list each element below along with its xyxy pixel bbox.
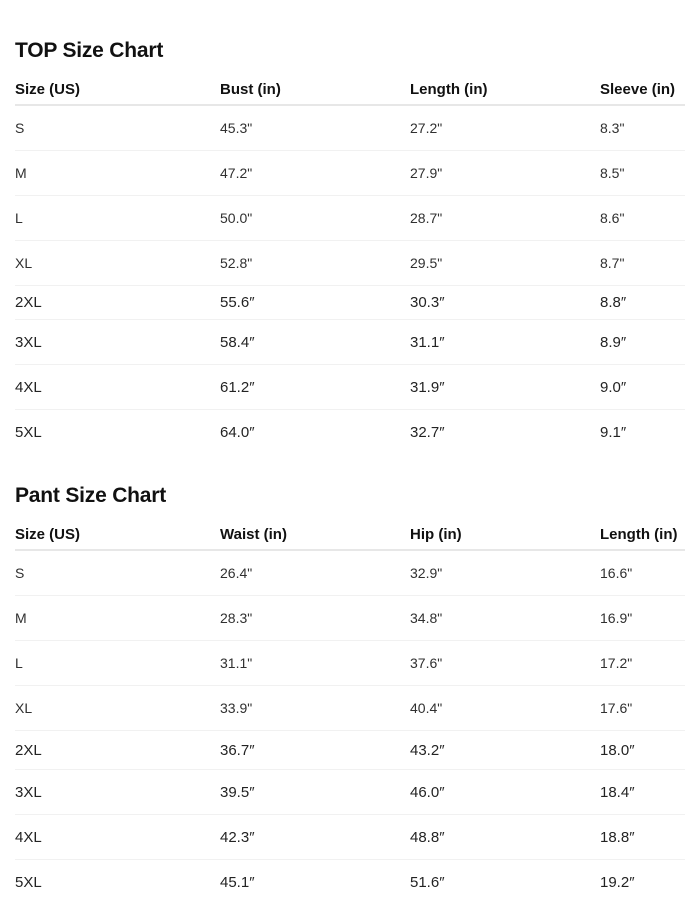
measurement-cell: 55.6″ (220, 286, 410, 320)
measurement-cell: 32.9" (410, 550, 600, 596)
column-header-length: Length (in) (410, 74, 600, 105)
table-row (15, 550, 685, 596)
measurement-cell: 31.1" (220, 641, 410, 686)
measurement-cell: 61.2″ (220, 365, 410, 410)
table-row (15, 596, 685, 641)
measurement-cell: 9.1″ (600, 423, 627, 441)
pant-size-chart-section (0, 454, 691, 904)
size-cell: 5XL (15, 873, 42, 891)
table-row (15, 686, 685, 731)
measurement-cell: 64.0″ (220, 423, 255, 441)
size-cell: 2XL (15, 286, 220, 320)
pant-size-table (15, 519, 685, 904)
size-cell: 4XL (15, 815, 220, 860)
measurement-cell: 33.9" (220, 686, 410, 731)
measurement-cell: 43.2″ (410, 731, 600, 770)
measurement-cell: 18.4″ (600, 770, 685, 815)
size-cell: 4XL (15, 365, 220, 410)
measurement-cell: 30.3″ (410, 286, 600, 320)
size-cell: M (15, 151, 220, 196)
measurement-cell: 19.2″ (600, 873, 635, 891)
measurement-cell: 16.9" (600, 596, 685, 641)
measurement-cell: 17.6" (600, 686, 685, 731)
measurement-cell: 29.5" (410, 241, 600, 286)
measurement-cell: 17.2" (600, 641, 685, 686)
column-header-length: Length (in) (600, 519, 685, 550)
table-row (15, 731, 685, 770)
column-header-bust: Bust (in) (220, 74, 410, 105)
size-cell: S (15, 550, 220, 596)
column-header-size: Size (US) (15, 74, 220, 105)
measurement-cell: 58.4″ (220, 320, 410, 365)
column-header-size: Size (US) (15, 519, 220, 550)
table-row (15, 320, 685, 365)
table-row (15, 641, 685, 686)
table-row (15, 105, 685, 151)
size-cell: L (15, 196, 220, 241)
size-cell: XL (15, 241, 220, 286)
top-size-chart-title: TOP Size Chart (15, 39, 164, 62)
measurement-cell: 51.6″ (410, 873, 445, 891)
measurement-cell: 18.0″ (600, 731, 685, 770)
table-row (15, 151, 685, 196)
measurement-cell: 8.7" (600, 241, 685, 286)
table-row (15, 196, 685, 241)
top-size-table (15, 74, 685, 454)
measurement-cell: 31.9″ (410, 365, 600, 410)
measurement-cell: 28.7" (410, 196, 600, 241)
table-header-row (15, 74, 685, 105)
measurement-cell: 40.4" (410, 686, 600, 731)
measurement-cell: 48.8″ (410, 815, 600, 860)
measurement-cell: 28.3" (220, 596, 410, 641)
size-cell: 3XL (15, 320, 220, 365)
measurement-cell: 8.9″ (600, 320, 685, 365)
table-row (15, 286, 685, 320)
table-row (15, 815, 685, 860)
column-header-sleeve: Sleeve (in) (600, 74, 685, 105)
size-cell: 5XL (15, 423, 42, 441)
measurement-cell: 9.0″ (600, 365, 685, 410)
table-row (15, 770, 685, 815)
measurement-cell: 39.5″ (220, 770, 410, 815)
measurement-cell: 46.0″ (410, 770, 600, 815)
table-row (15, 241, 685, 286)
column-header-waist: Waist (in) (220, 519, 410, 550)
size-cell: L (15, 641, 220, 686)
measurement-cell: 18.8″ (600, 815, 685, 860)
measurement-cell: 52.8" (220, 241, 410, 286)
measurement-cell: 8.3" (600, 105, 685, 151)
measurement-cell: 34.8" (410, 596, 600, 641)
top-size-chart-section (0, 0, 691, 454)
size-cell: 3XL (15, 770, 220, 815)
measurement-cell: 8.8″ (600, 286, 685, 320)
measurement-cell: 32.7″ (410, 423, 445, 441)
size-cell: XL (15, 686, 220, 731)
measurement-cell: 27.2" (410, 105, 600, 151)
measurement-cell: 50.0" (220, 196, 410, 241)
measurement-cell: 8.5" (600, 151, 685, 196)
table-row (15, 860, 685, 905)
measurement-cell: 37.6" (410, 641, 600, 686)
measurement-cell: 42.3″ (220, 815, 410, 860)
measurement-cell: 8.6" (600, 196, 685, 241)
measurement-cell: 45.3" (220, 105, 410, 151)
size-cell: M (15, 596, 220, 641)
table-row (15, 365, 685, 410)
measurement-cell: 47.2" (220, 151, 410, 196)
measurement-cell: 31.1″ (410, 320, 600, 365)
measurement-cell: 45.1″ (220, 873, 255, 891)
column-header-hip: Hip (in) (410, 519, 600, 550)
size-cell: S (15, 105, 220, 151)
pant-size-chart-title: Pant Size Chart (15, 484, 167, 507)
measurement-cell: 27.9" (410, 151, 600, 196)
table-header-row (15, 519, 685, 550)
size-cell: 2XL (15, 731, 220, 770)
measurement-cell: 26.4" (220, 550, 410, 596)
measurement-cell: 16.6" (600, 550, 685, 596)
measurement-cell: 36.7″ (220, 731, 410, 770)
table-row (15, 410, 685, 455)
